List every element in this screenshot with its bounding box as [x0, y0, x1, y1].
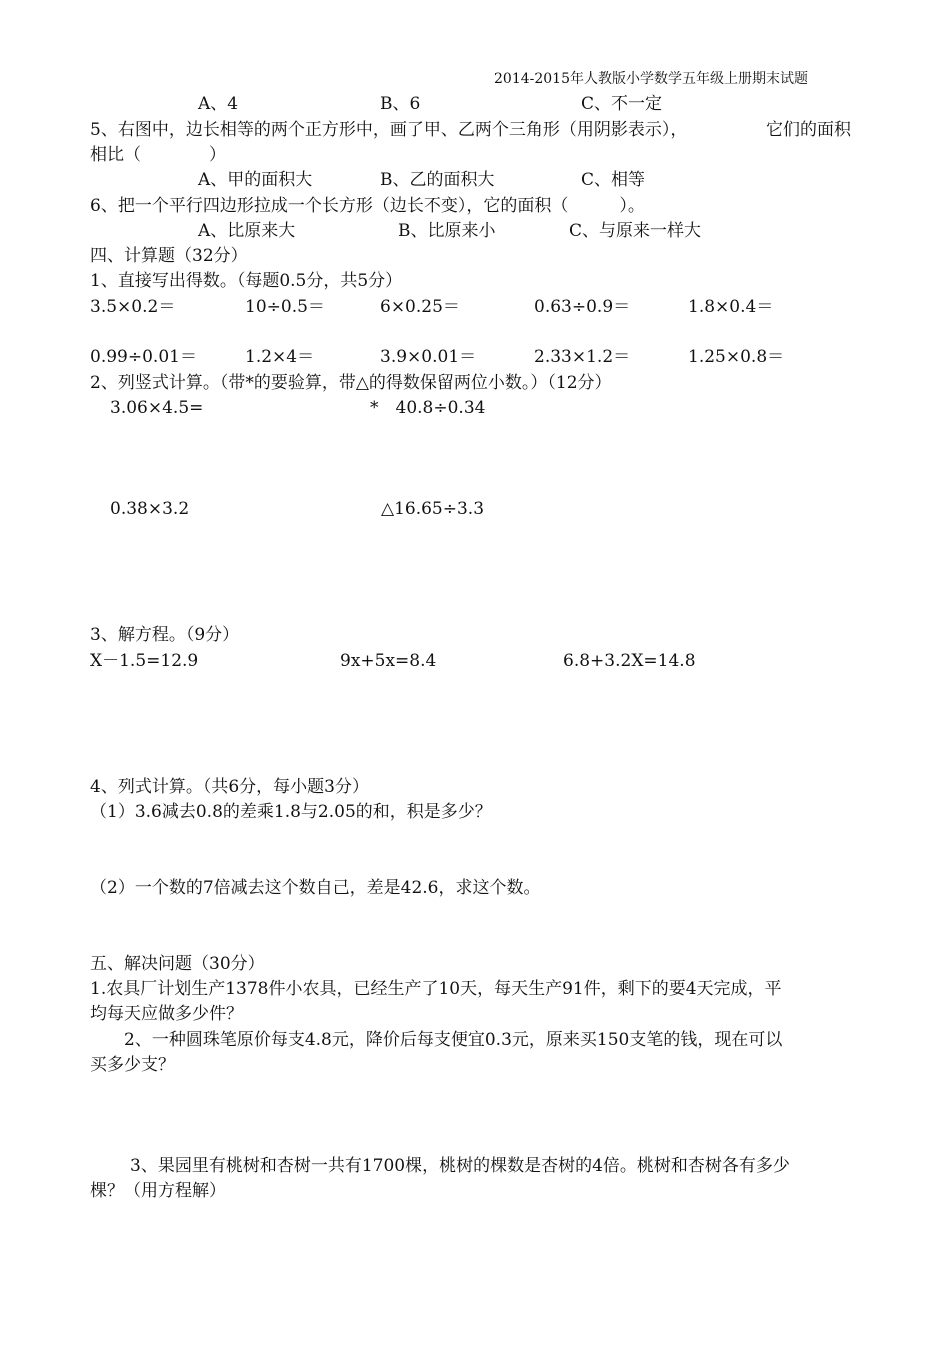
- word-problem-1-line1: 1.农具厂计划生产1378件小农具，已经生产了10天，每天生产91件，剩下的要4天完成，平: [90, 979, 782, 999]
- q5-text-line2: 相比（ ）: [90, 145, 226, 165]
- q6-option-c: C、与原来一样大: [569, 221, 702, 241]
- mental-calc-item: 0.99÷0.01＝: [90, 347, 197, 367]
- mental-calc-item: 2.33×1.2＝: [534, 347, 631, 367]
- expression-question-1: （1）3.6减去0.8的差乘1.8与2.05的和，积是多少？: [90, 802, 492, 822]
- q4-option-a: A、4: [198, 94, 239, 114]
- mental-calc-item: 6×0.25＝: [380, 297, 460, 317]
- page-header-title: 2014-2015年人教版小学数学五年级上册期末试题: [494, 71, 808, 87]
- vertical-calc-item: △16.65÷3.3: [381, 499, 485, 519]
- expression-question-2: （2）一个数的7倍减去这个数自己，差是42.6，求这个数。: [90, 878, 541, 898]
- mental-calc-item: 3.9×0.01＝: [380, 347, 477, 367]
- mental-calc-item: 3.5×0.2＝: [90, 297, 176, 317]
- vertical-calc-item: 3.06×4.5=: [110, 398, 204, 418]
- q4-option-c: C、不一定: [581, 94, 663, 114]
- q6-option-a: A、比原来大: [198, 221, 296, 241]
- q6-text: 6、把一个平行四边形拉成一个长方形（边长不变），它的面积（ ）。: [90, 196, 645, 216]
- word-problem-3-line1: 3、果园里有桃树和杏树一共有1700棵，桃树的棵数是杏树的4倍。桃树和杏树各有多少: [130, 1156, 790, 1176]
- equation-item: 9x+5x=8.4: [340, 651, 437, 671]
- word-problem-3-line2: 棵？（用方程解）: [90, 1181, 226, 1201]
- mental-calc-item: 10÷0.5＝: [245, 297, 325, 317]
- section4-part1-title: 1、直接写出得数。（每题0.5分，共5分）: [90, 271, 403, 291]
- q5-text-line1: 5、右图中，边长相等的两个正方形中，画了甲、乙两个三角形（用阴影表示），: [90, 120, 688, 140]
- q5-option-c: C、相等: [581, 170, 646, 190]
- word-problem-2-line1: 2、一种圆珠笔原价每支4.8元，降价后每支便宜0.3元，原来买150支笔的钱，现在可以: [124, 1030, 783, 1050]
- q5-option-a: A、甲的面积大: [198, 170, 313, 190]
- equation-item: X－1.5=12.9: [90, 651, 199, 671]
- mental-calc-item: 1.25×0.8＝: [688, 347, 785, 367]
- q4-option-b: B、6: [380, 94, 421, 114]
- mental-calc-item: 0.63÷0.9＝: [534, 297, 631, 317]
- vertical-calc-item: 0.38×3.2: [110, 499, 190, 519]
- q5-option-b: B、乙的面积大: [380, 170, 495, 190]
- section4-part4-title: 4、列式计算。（共6分，每小题3分）: [90, 777, 369, 797]
- vertical-calc-item: * 40.8÷0.34: [370, 398, 486, 418]
- section4-title: 四、计算题（32分）: [90, 246, 248, 266]
- mental-calc-item: 1.2×4＝: [245, 347, 315, 367]
- word-problem-1-line2: 均每天应做多少件？: [90, 1004, 243, 1024]
- section5-title: 五、解决问题（30分）: [90, 954, 265, 974]
- mental-calc-item: 1.8×0.4＝: [688, 297, 774, 317]
- equation-item: 6.8+3.2X=14.8: [563, 651, 696, 671]
- section4-part3-title: 3、解方程。（9分）: [90, 625, 240, 645]
- section4-part2-title: 2、列竖式计算。（带*的要验算，带△的得数保留两位小数。）（12分）: [90, 373, 612, 393]
- q6-option-b: B、比原来小: [398, 221, 496, 241]
- q5-text-line1-end: 它们的面积: [766, 120, 851, 140]
- word-problem-2-line2: 买多少支？: [90, 1055, 175, 1075]
